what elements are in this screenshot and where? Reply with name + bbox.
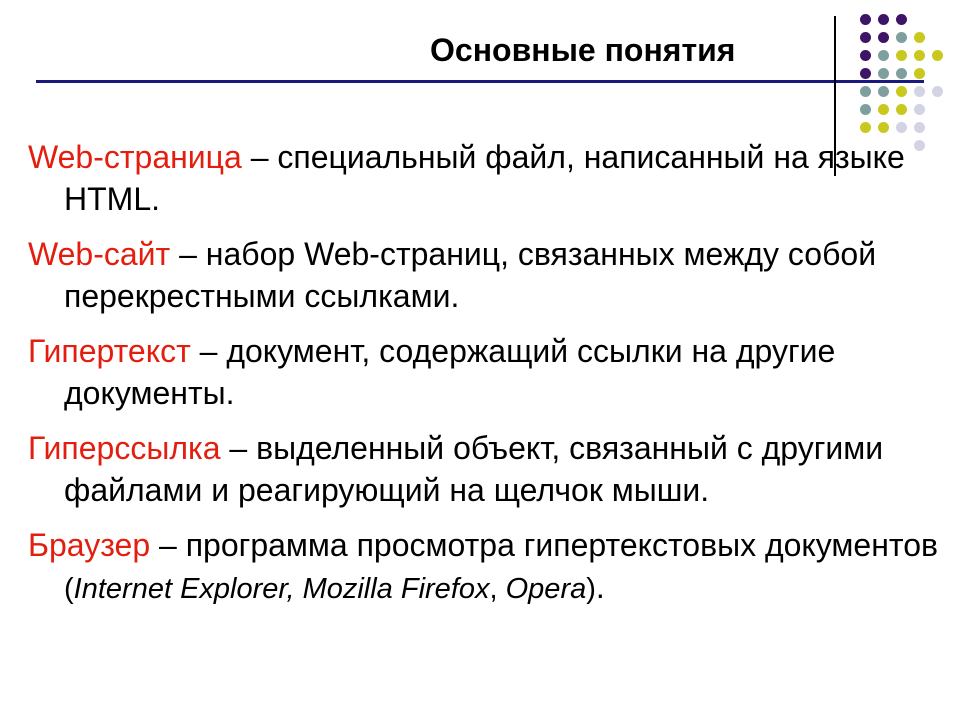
decor-dot xyxy=(932,86,943,97)
definition-browser xyxy=(28,524,940,610)
example-browsers: Internet Explorer, Mozilla Firefox xyxy=(73,573,490,605)
title-divider xyxy=(36,80,924,83)
decor-dot xyxy=(896,32,907,43)
decor-dot xyxy=(860,32,871,43)
decor-dot xyxy=(860,86,871,97)
decor-dot xyxy=(896,86,907,97)
decor-dot xyxy=(914,122,925,133)
term-label: Браузер xyxy=(28,527,151,563)
definition-web-page xyxy=(28,136,940,220)
decor-dot xyxy=(914,68,925,79)
decor-dot xyxy=(878,86,889,97)
decor-dot xyxy=(896,68,907,79)
decor-dot xyxy=(878,68,889,79)
decor-dot xyxy=(860,14,871,25)
decor-dot xyxy=(914,86,925,97)
definition-text: – набор Web-страниц, связанных между собой перекрестными ссылками. xyxy=(64,236,877,314)
decor-dot xyxy=(896,14,907,25)
definition-text: – выделенный объект, связанный с другими файлами и реагирующий на щелчок мыши. xyxy=(64,430,884,508)
term-label: Гипертекст xyxy=(28,333,191,369)
decor-dot xyxy=(878,14,889,25)
decor-dot xyxy=(878,104,889,115)
slide-title: Основные понятия xyxy=(430,32,736,68)
decor-dot xyxy=(914,104,925,115)
decor-dot xyxy=(932,50,943,61)
examples-separator: , xyxy=(489,573,506,605)
decor-dot xyxy=(878,122,889,133)
term-label: Гиперссылка xyxy=(28,430,221,466)
decor-dot xyxy=(896,104,907,115)
decor-dot xyxy=(860,50,871,61)
example-browser-opera: Opera xyxy=(505,573,587,605)
definition-hypertext xyxy=(28,330,940,414)
definition-hyperlink xyxy=(28,427,940,511)
browser-examples xyxy=(64,573,596,605)
definition-text: – документ, содержащий ссылки на другие документы. xyxy=(64,333,836,411)
definition-text: – программа просмотра гипертекстовых документов xyxy=(150,527,938,563)
decorative-dot-grid xyxy=(852,14,952,144)
decor-dot xyxy=(860,68,871,79)
examples-open-paren: ( xyxy=(64,573,74,605)
decor-dot xyxy=(914,32,925,43)
decor-dot xyxy=(896,50,907,61)
decor-dot xyxy=(860,104,871,115)
definition-text: – специальный файл, написанный на языке HTML. xyxy=(64,139,905,217)
term-label: Web-страница xyxy=(28,139,242,175)
term-label: Web-сайт xyxy=(28,236,171,272)
definition-web-site xyxy=(28,233,940,317)
decor-dot xyxy=(914,50,925,61)
examples-close-paren: ) xyxy=(586,573,596,605)
definition-end: . xyxy=(595,569,605,605)
decor-dot xyxy=(878,50,889,61)
decor-dot xyxy=(878,32,889,43)
definitions-list xyxy=(28,136,940,623)
decor-dot xyxy=(896,122,907,133)
decor-dot xyxy=(860,122,871,133)
